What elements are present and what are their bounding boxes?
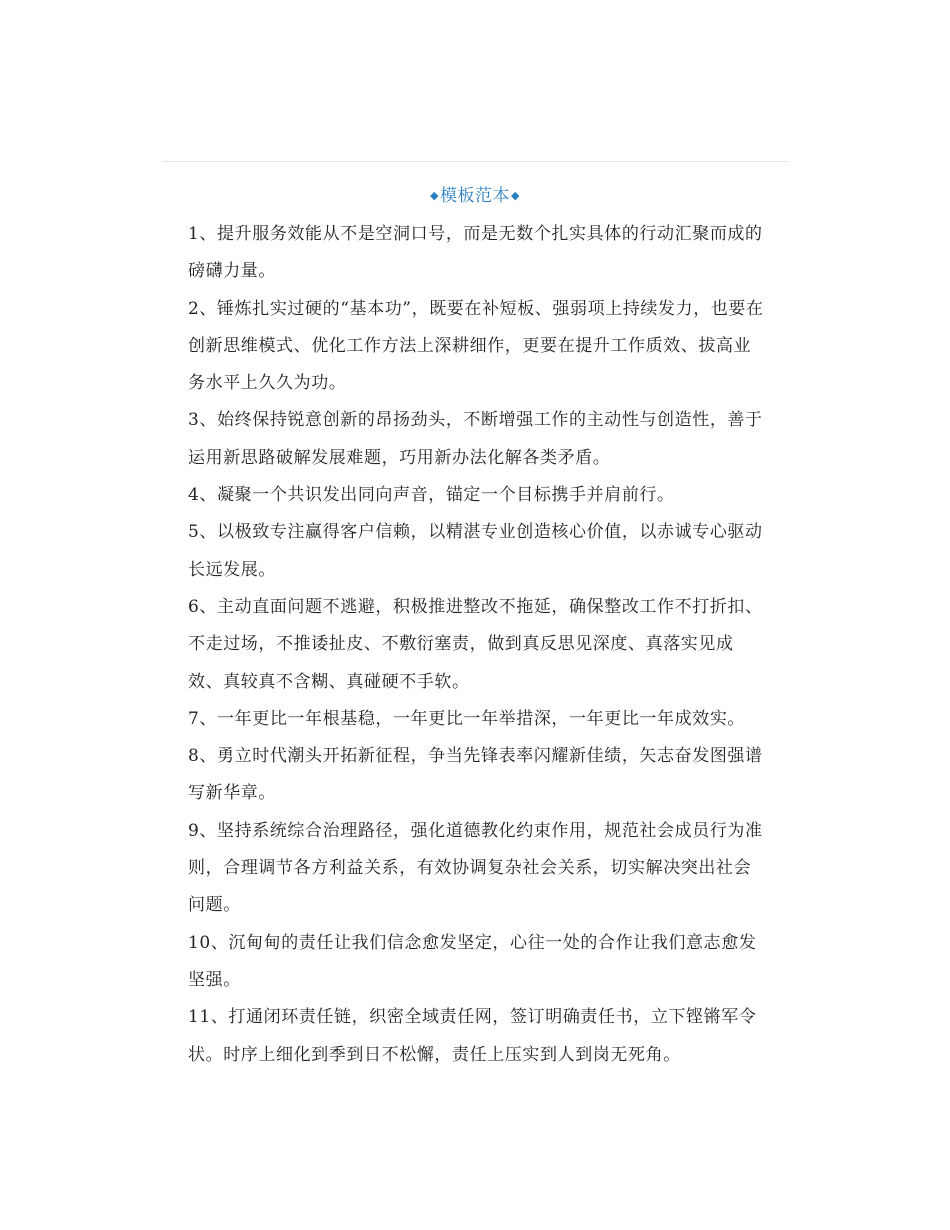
paragraph: 11、打通闭环责任链，织密全域责任网，签订明确责任书，立下铿锵军令状。时序上细化到季到日不松懈，责任上压实到人到岗无死角。 (188, 1007, 757, 1065)
paragraph: 9、坚持系统综合治理路径，强化道德教化约束作用，规范社会成员行为准则，合理调节各方利益关系，有效协调复杂社会关系，切实解决突出社会问题。 (188, 820, 763, 916)
document-body (188, 216, 766, 1074)
document-title-text: 模板范本 (440, 186, 510, 206)
paragraph: 5、以极致专注赢得客户信赖，以精湛专业创造核心价值，以赤诚专心驱动长远发展。 (188, 522, 763, 580)
paragraph: 8、勇立时代潮头开拓新征程，争当先锋表率闪耀新佳绩，矢志奋发图强谱写新华章。 (188, 746, 763, 804)
diamond-icon-left: ◆ (430, 189, 439, 202)
paragraph: 1、提升服务效能从不是空洞口号，而是无数个扎实具体的行动汇聚而成的磅礴力量。 (188, 224, 763, 282)
document-title (162, 182, 788, 212)
top-divider (162, 161, 788, 162)
paragraph: 10、沉甸甸的责任让我们信念愈发坚定，心往一处的合作让我们意志愈发坚强。 (188, 932, 757, 990)
paragraph: 3、始终保持锐意创新的昂扬劲头，不断增强工作的主动性与创造性，善于运用新思路破解发展难题，巧用新办法化解各类矛盾。 (188, 410, 763, 468)
paragraph: 6、主动直面问题不逃避，积极推进整改不拖延，确保整改工作不打折扣、不走过场，不推诿扯皮、不敷衍塞责，做到真反思见深度、真落实见成效、真较真不含糊、真碰硬不手软。 (188, 596, 763, 692)
paragraph: 7、一年更比一年根基稳，一年更比一年举措深，一年更比一年成效实。 (188, 708, 746, 729)
diamond-icon-right: ◆ (511, 189, 520, 202)
paragraph: 2、锤炼扎实过硬的“基本功”，既要在补短板、强弱项上持续发力，也要在创新思维模式、优化工作方法上深耕细作，更要在提升工作质效、拔高业务水平上久久为功。 (188, 298, 764, 394)
paragraph: 4、凝聚一个共识发出同向声音，锚定一个目标携手并肩前行。 (188, 485, 675, 506)
